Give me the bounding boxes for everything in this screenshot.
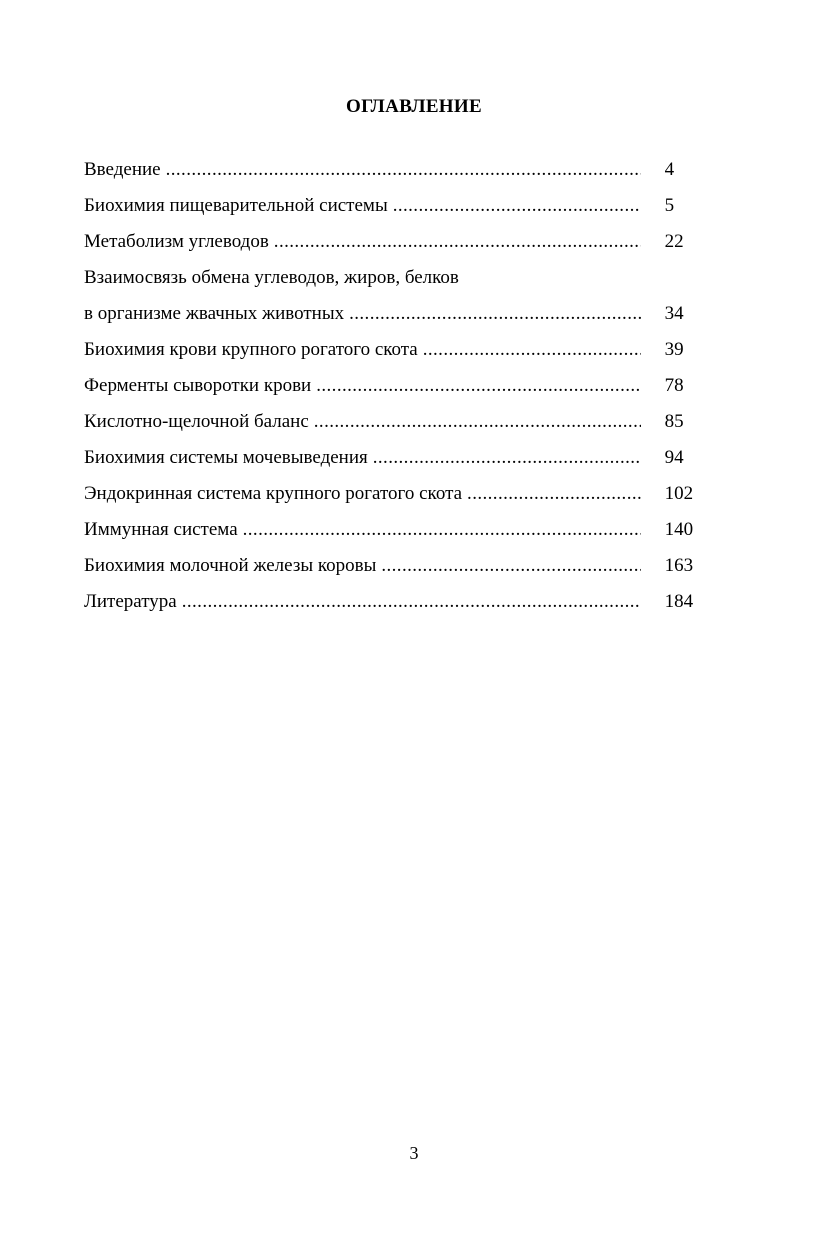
toc-dot-leader [381,553,640,579]
toc-entry [84,409,724,445]
toc-entry-page: 140 [664,519,694,540]
toc-entry-title-first-line [84,265,724,301]
toc-dot-leader [314,409,641,435]
toc-entry [84,229,724,265]
toc-entry [84,445,724,481]
toc-dot-leader [373,445,641,471]
toc-entry [84,337,724,373]
toc-entry-title: Кислотно-щелочной баланс [84,411,309,432]
toc-dot-leader [166,157,641,183]
toc-entry-page: 22 [664,231,684,252]
toc-dot-leader [423,337,641,363]
toc-entry [84,481,724,517]
toc-entry-title: в организме жвачных животных [84,303,345,324]
toc-entry-page: 4 [664,159,675,180]
toc-entry-page: 184 [664,591,694,612]
toc-entry-page: 94 [664,447,684,468]
toc-entry-title: Биохимия пищеварительной системы [84,195,388,216]
toc-entry-title: Литература [84,591,177,612]
toc-entry-title: Биохимия крови крупного рогатого скота [84,339,418,360]
toc-entry-title: Биохимия системы мочевыведения [84,447,368,468]
toc-entry [84,301,724,337]
toc-entry-title: Ферменты сыворотки крови [84,375,312,396]
toc-dot-leader [182,589,641,615]
toc-entry-page: 39 [664,339,684,360]
toc-dot-leader [316,373,640,399]
toc-entry-title: Взаимосвязь обмена углеводов, жиров, белков [84,267,459,288]
toc-entry-page: 85 [664,411,684,432]
table-of-contents [84,157,724,625]
toc-entry-title: Эндокринная система крупного рогатого скота [84,483,463,504]
toc-entry-title: Метаболизм углеводов [84,231,269,252]
toc-entry-title: Биохимия молочной железы коровы [84,555,377,576]
toc-entry-page: 34 [664,303,684,324]
toc-entry [84,553,724,589]
toc-entry-page: 102 [664,483,694,504]
toc-dot-leader [243,517,641,543]
toc-entry-title: Иммунная система [84,519,238,540]
toc-entry [84,517,724,553]
toc-entry-page: 163 [664,555,694,576]
toc-entry [84,373,724,409]
toc-dot-leader [393,193,641,219]
toc-dot-leader [467,481,641,507]
toc-entry-title: Введение [84,159,161,180]
toc-dot-leader [349,301,640,327]
toc-entry [84,589,724,625]
toc-dot-leader [274,229,641,255]
toc-entry-page: 78 [664,375,684,396]
toc-entry-page: 5 [664,195,675,216]
page-title: ОГЛАВЛЕНИЕ [346,96,482,117]
page-number: 3 [409,1143,419,1163]
toc-entry [84,157,724,193]
toc-entry [84,193,724,229]
